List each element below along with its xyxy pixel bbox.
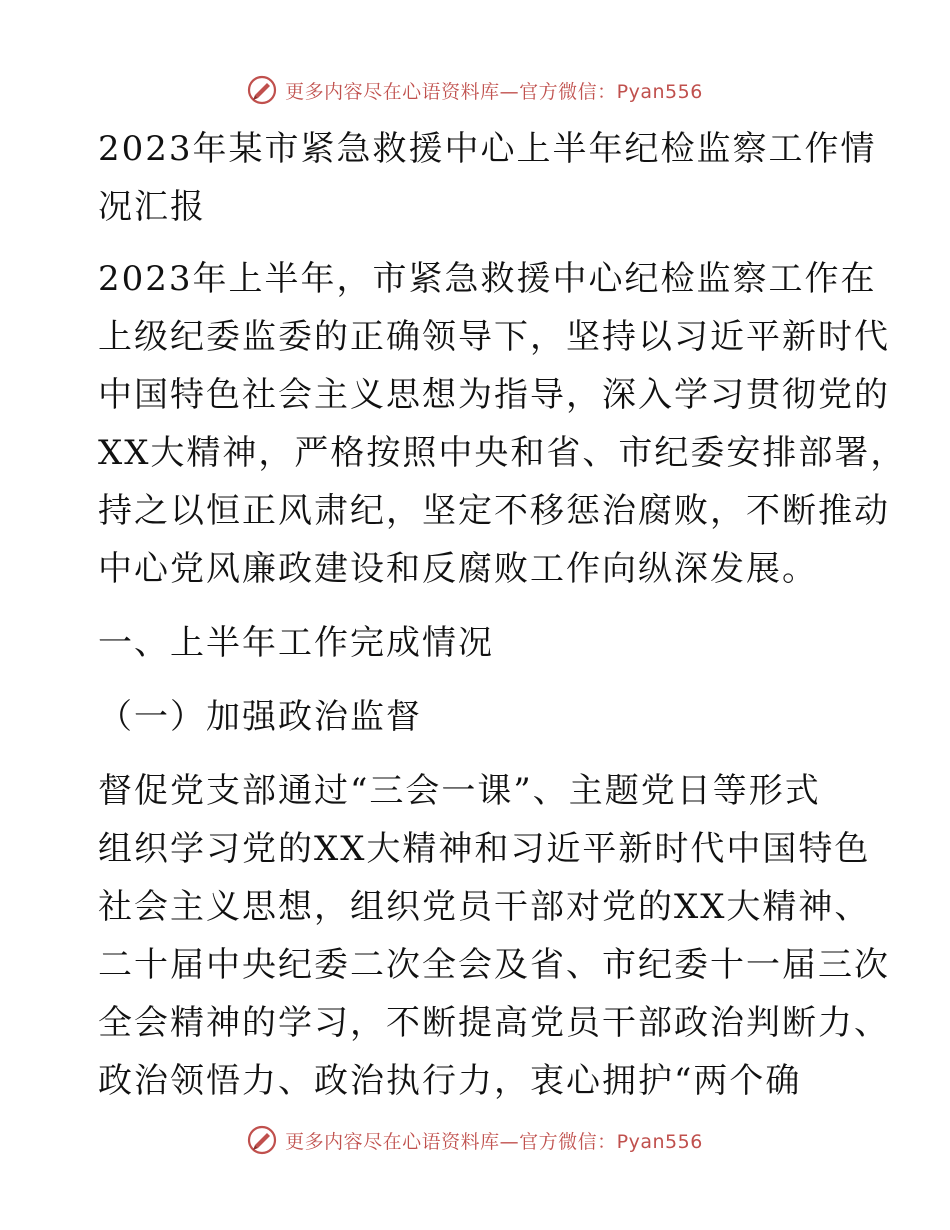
header-watermark <box>0 70 950 110</box>
watermark-text: 更多内容尽在心语资料库—官方微信：Pyan556 <box>285 80 703 103</box>
footer-watermark <box>0 1120 950 1160</box>
body-line-5: 全会精神的学习，不断提高党员干部政治判断力、 <box>98 1003 890 1043</box>
intro-line-3: 中国特色社会主义思想为指导，深入学习贯彻党的 <box>98 375 890 415</box>
body-line-3: 社会主义思想，组织党员干部对党的XX大精神、 <box>98 887 871 927</box>
brand-logo-icon <box>247 75 277 105</box>
intro-line-2: 上级纪委监委的正确领导下，坚持以习近平新时代 <box>98 317 890 357</box>
body-line-6: 政治领悟力、政治执行力，衷心拥护“两个确 <box>98 1061 802 1101</box>
intro-line-6: 中心党风廉政建设和反腐败工作向纵深发展。 <box>98 549 818 589</box>
body-line-1: 督促党支部通过“三会一课”、主题党日等形式 <box>98 771 821 811</box>
body-line-2: 组织学习党的XX大精神和习近平新时代中国特色 <box>98 829 871 869</box>
intro-line-5: 持之以恒正风肃纪，坚定不移惩治腐败，不断推动 <box>98 491 890 531</box>
title-line-2: 况汇报 <box>98 187 206 227</box>
brand-logo-icon <box>247 1125 277 1155</box>
subsection-heading: （一）加强政治监督 <box>98 697 422 737</box>
document-body <box>98 120 907 1110</box>
intro-line-4: XX大精神，严格按照中央和省、市纪委安排部署， <box>98 433 907 473</box>
watermark-text: 更多内容尽在心语资料库—官方微信：Pyan556 <box>285 1130 703 1153</box>
intro-line-1: 2023年上半年，市紧急救援中心纪检监察工作在 <box>98 259 877 299</box>
section-heading: 一、上半年工作完成情况 <box>98 623 494 663</box>
title-line-1: 2023年某市紧急救援中心上半年纪检监察工作情 <box>98 129 877 169</box>
body-line-4: 二十届中央纪委二次全会及省、市纪委十一届三次 <box>98 945 890 985</box>
